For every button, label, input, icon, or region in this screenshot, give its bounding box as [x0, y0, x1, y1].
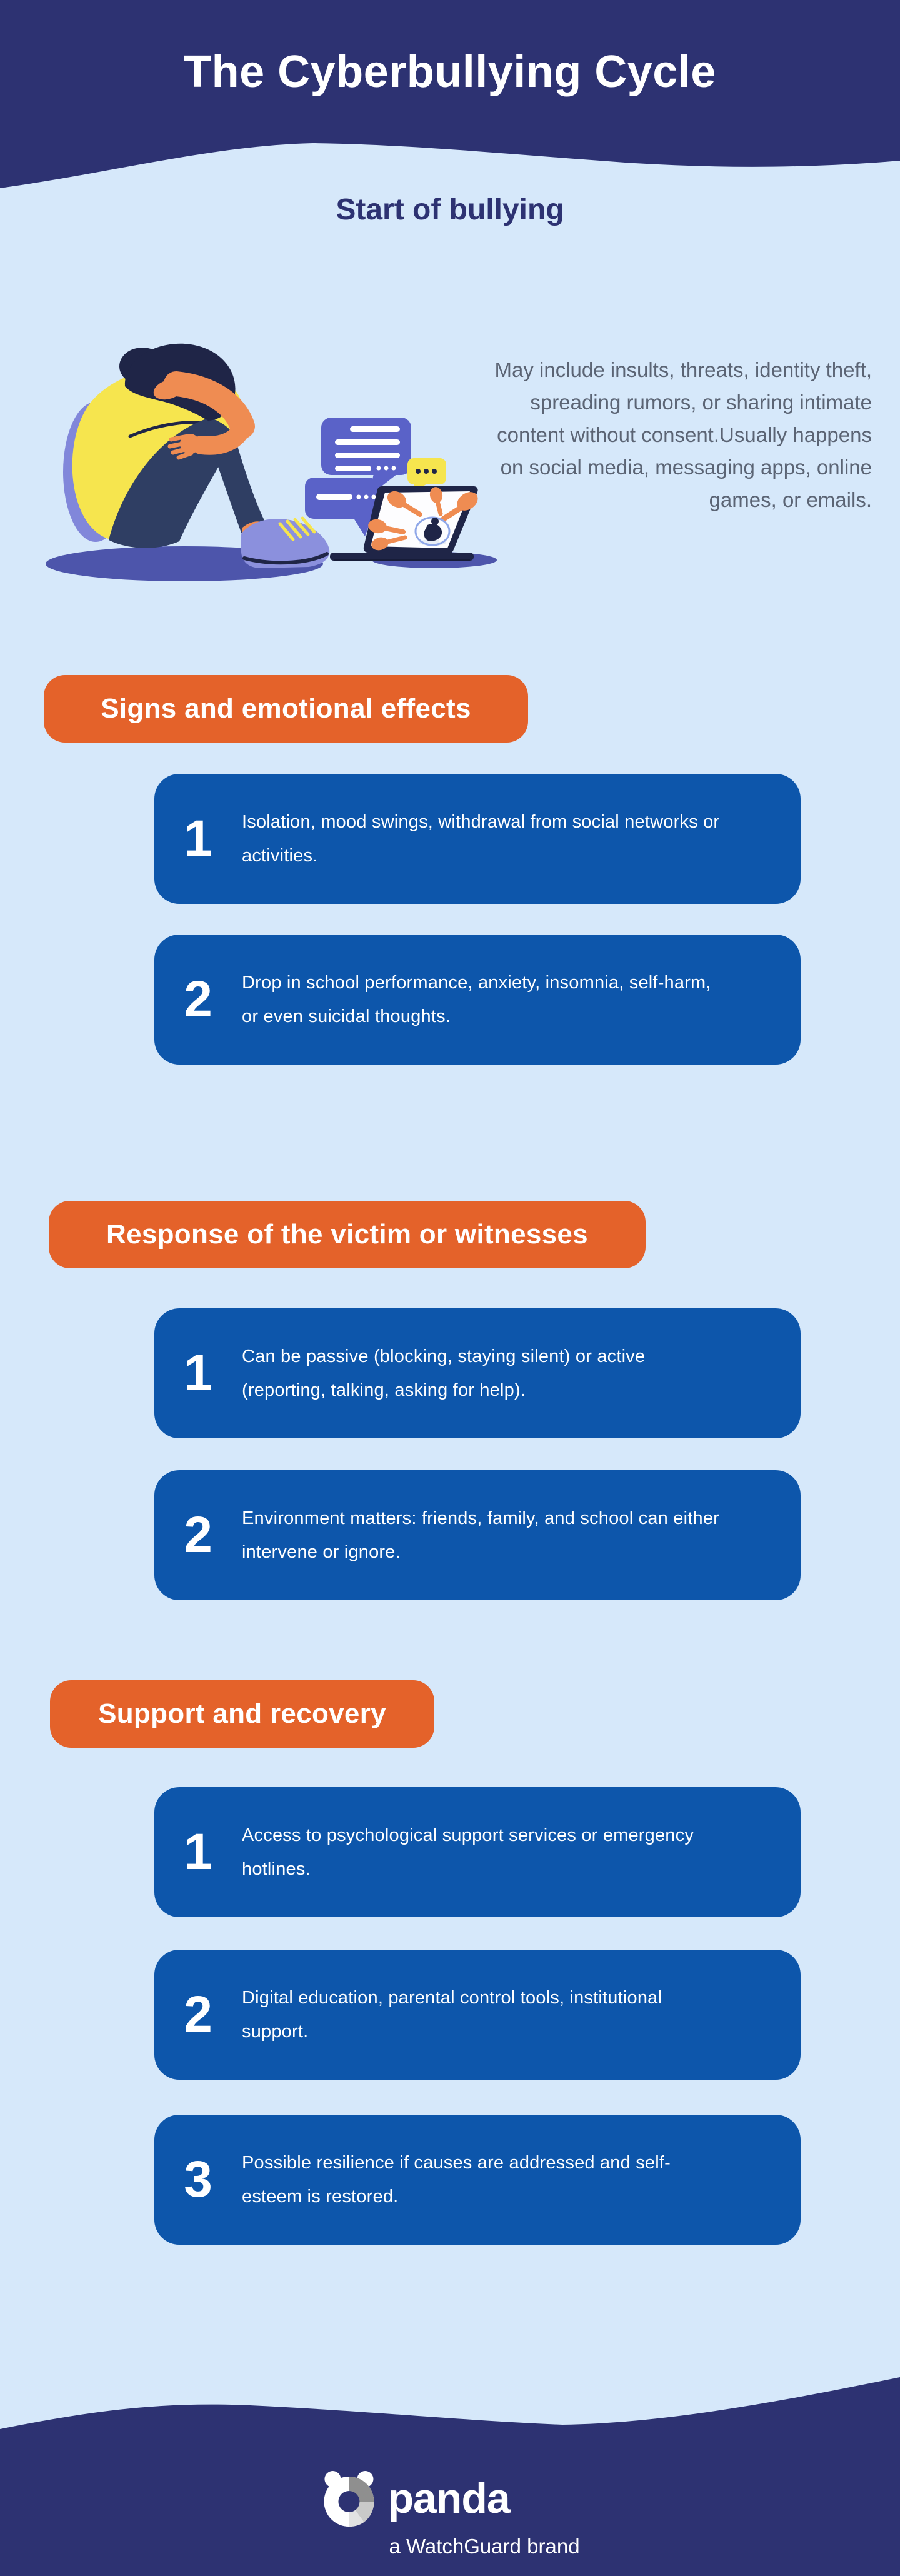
step-text: Can be passive (blocking, staying silent) or active (reporting, talking, asking for help). — [242, 1346, 646, 1400]
sad-person-with-laptop-illustration — [31, 325, 531, 594]
header-wave-background — [0, 0, 900, 213]
footer-logo — [320, 2469, 579, 2559]
section-pill-response-of-victim-or-witnesses — [49, 1201, 646, 1268]
step-text: Environment matters: friends, family, and school can either intervene or ignore. — [242, 1508, 719, 1562]
brand-name: panda — [388, 2475, 510, 2522]
step-card — [154, 1308, 801, 1438]
step-text: Isolation, mood swings, withdrawal from social networks or activities. — [242, 812, 720, 866]
section-pill-label: Support and recovery — [98, 1698, 386, 1729]
sad-person-figure — [63, 344, 329, 568]
step-number: 2 — [184, 1986, 212, 2043]
chat-bubble-small-icon — [305, 478, 378, 536]
brand-tagline: a WatchGuard brand — [389, 2535, 580, 2558]
section-subtitle-start-of-bullying: Start of bullying — [336, 193, 564, 226]
panda-logo-icon — [320, 2469, 378, 2528]
step-card — [154, 1787, 801, 1917]
step-card — [154, 1950, 801, 2080]
step-card — [154, 774, 801, 904]
step-number: 1 — [184, 1823, 212, 1880]
page-title: The Cyberbullying Cycle — [184, 47, 716, 97]
section-pill-label: Response of the victim or witnesses — [106, 1219, 588, 1250]
step-card — [154, 935, 801, 1065]
step-number: 1 — [184, 810, 212, 867]
step-card — [154, 1470, 801, 1600]
step-text: Access to psychological support services or emergency hotlines. — [242, 1825, 694, 1879]
step-text: Digital education, parental control tools, institutional support. — [242, 1988, 662, 2042]
step-number: 2 — [184, 1506, 212, 1563]
step-number: 3 — [184, 2151, 212, 2208]
step-text: Drop in school performance, anxiety, insomnia, self-harm, or even suicidal thoughts. — [242, 973, 711, 1026]
section-pill-support-and-recovery — [50, 1680, 434, 1748]
section-pill-signs-and-emotional-effects — [44, 675, 528, 743]
step-card — [154, 2115, 801, 2245]
section-pill-label: Signs and emotional effects — [101, 693, 471, 724]
step-text: Possible resilience if causes are addressed and self-esteem is restored. — [242, 2153, 671, 2207]
intro-description: May include insults, threats, identity theft, spreading rumors, or sharing intimate content without consent.Usually happens on social media, messaging apps, online games, or emails. — [494, 358, 872, 511]
step-number: 2 — [184, 971, 212, 1028]
step-number: 1 — [184, 1345, 212, 1401]
